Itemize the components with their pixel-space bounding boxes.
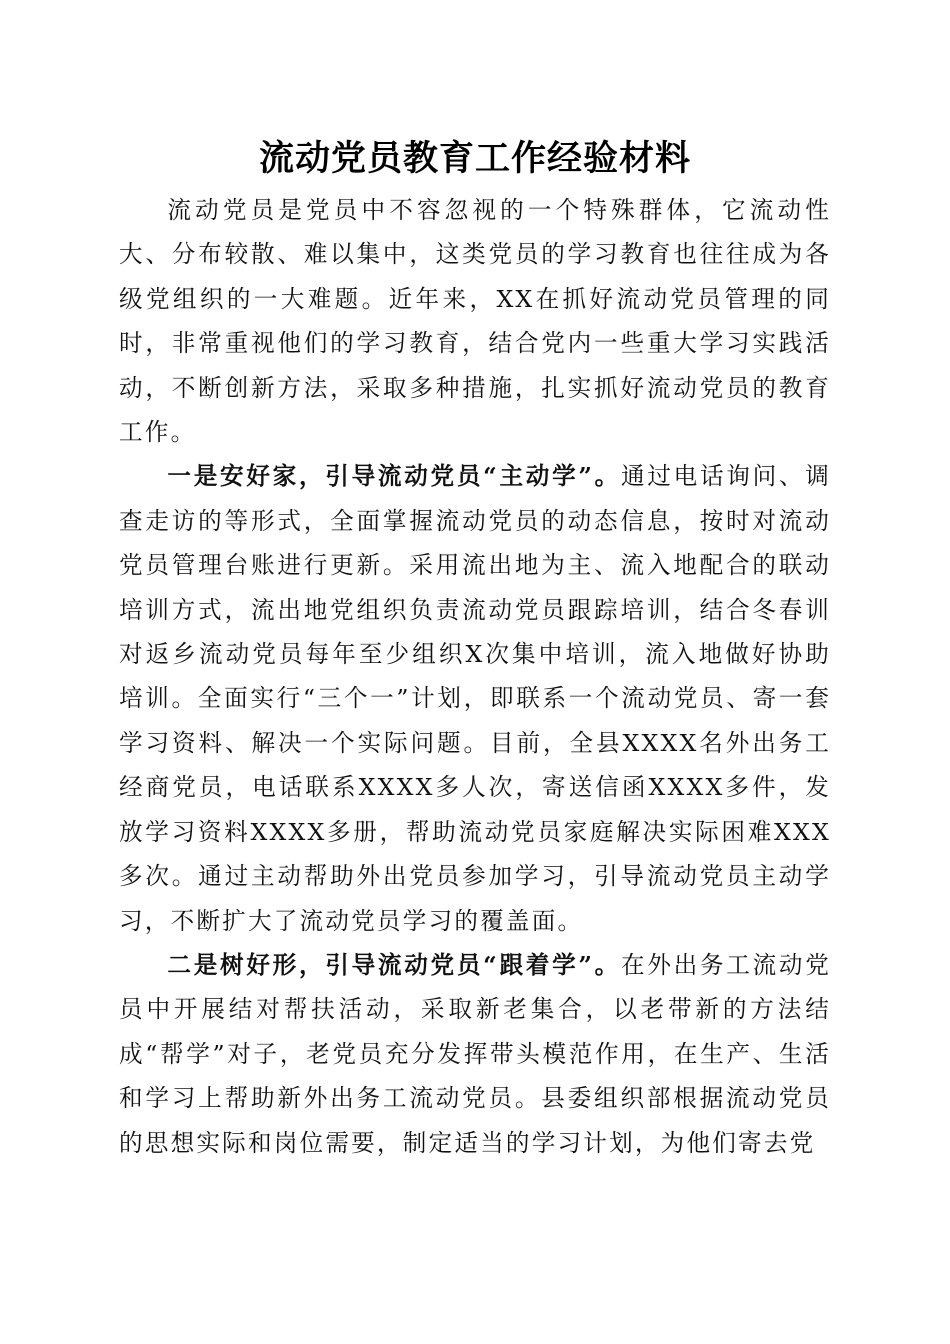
section-lead-2: 二是树好形，引导流动党员“跟着学”。 bbox=[167, 950, 621, 979]
document-title: 流动党员教育工作经验材料 bbox=[258, 138, 691, 179]
section-body-1: 通过电话询问、调查走访的等形式，全面掌握流动党员的动态信息，按时对流动党员管理台账进行更新。采用流出地为主、流入地配合的联动培训方式，流出地党组织负责流动党员跟踪培训，结合冬春训对返乡流动党员每年至少组织X次集中培训，流入地做好协助培训。全面实行“三个一”计划，即联系一个流动党员、寄一套学习资料、解决一个实际问题。目前，全县XXXX名外出务工经商党员，电话联系XXXX多人次，寄送信函XXXX多件，发放学习资料XXXX多册，帮助流动党员家庭解决实际困难XXX多次。通过主动帮助外出党员参加学习，引导流动党员主动学习，不断扩大了流动党员学习的覆盖面。 bbox=[119, 462, 831, 935]
section-body-2: 在外出务工流动党员中开展结对帮扶活动，采取新老集合，以老带新的方法结成“帮学”对子，老党员充分发挥带头模范作用，在生产、生活和学习上帮助新外出务工流动党员。县委组织部根据流动党员的思想实际和岗位需要，制定适当的学习计划，为他们寄去党 bbox=[119, 950, 831, 1157]
section-paragraph-1 bbox=[119, 454, 831, 942]
document-page bbox=[119, 130, 831, 1165]
section-paragraph-2 bbox=[119, 943, 831, 1165]
intro-paragraph: 流动党员是党员中不容忽视的一个特殊群体，它流动性大、分布较散、难以集中，这类党员的学习教育也往往成为各级党组织的一大难题。近年来，XX在抓好流动党员管理的同时，非常重视他们的学习教育，结合党内一些重大学习实践活动，不断创新方法，采取多种措施，扎实抓好流动党员的教育工作。 bbox=[119, 196, 831, 447]
section-lead-1: 一是安好家，引导流动党员“主动学”。 bbox=[167, 462, 621, 491]
